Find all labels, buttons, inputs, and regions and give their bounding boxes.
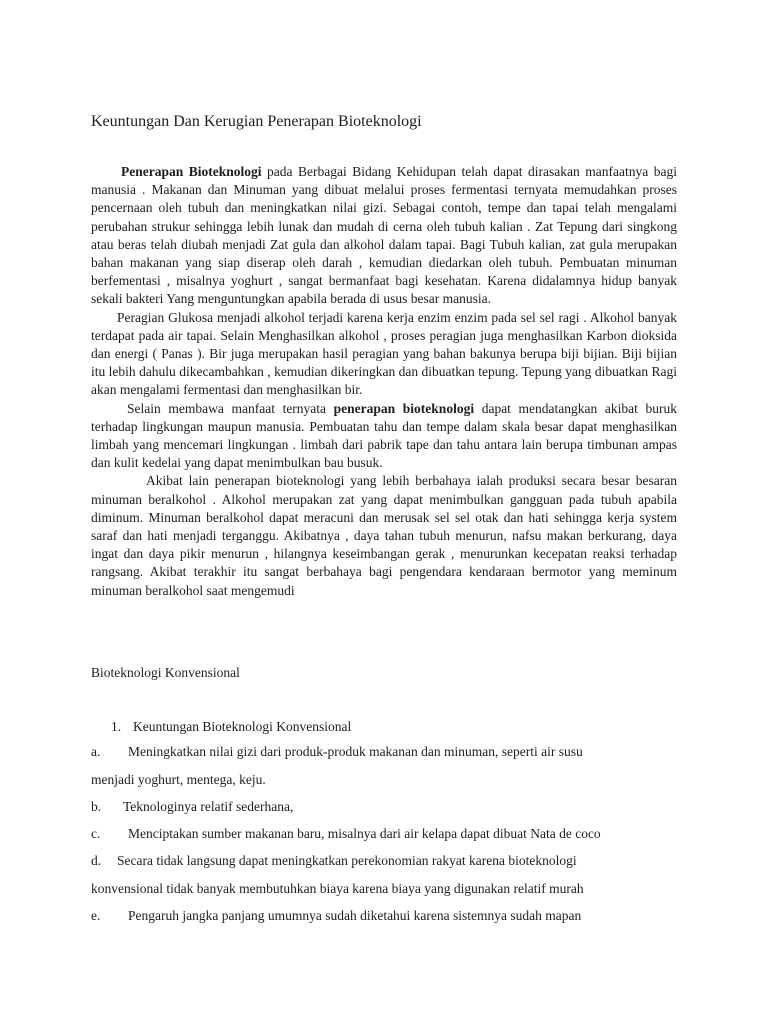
list-item-mark: d. [91,853,102,868]
list-item-mark: e. [91,908,101,923]
section-heading: Bioteknologi Konvensional [91,665,240,680]
list-item-text: Meningkatkan nilai gizi dari produk-produk makanan dan minuman, seperti air susu [128,744,583,759]
paragraph-2 [91,309,677,400]
list-item-mark: b. [91,799,102,814]
list-item-mark: a. [91,744,101,759]
list-item-text: Teknologinya relatif sederhana, [123,799,294,814]
list-item-d [91,852,577,870]
paragraph-3 [91,400,677,473]
document-title: Keuntungan Dan Kerugian Penerapan Bioteknologi [91,113,422,130]
list-item-b [91,798,293,816]
paragraph-3-bold: penerapan bioteknologi [333,400,475,416]
list-item-a-continuation: menjadi yoghurt, mentega, keju. [91,772,266,787]
list-item-d-continuation: konvensional tidak banyak membutuhkan biaya karena biaya yang digunakan relatif murah [91,881,584,896]
paragraph-4 [91,472,677,599]
list-item-c [91,825,601,843]
list-item-text: Pengaruh jangka panjang umumnya sudah diketahui karena sistemnya sudah mapan [128,908,582,923]
paragraph-2-text: Peragian Glukosa menjadi alkohol terjadi karena kerja enzim enzim pada sel sel ragi . Alkohol banyak terdapat pada air tapai. Selain Menghasilkan alkohol , proses peragian juga menghasilkan Karbon dioksida dan energi ( Panas ). Bir juga merupakan hasil peragian yang bahan bakunya berupa biji bijian. Biji bijian itu lebih dahulu dikecambahkan , kemudian dikeringkan dan dibuatkan tepung. Tepung yang dibuatkan Ragi akan mengalami fermentasi dan menghasilkan bir. [91,309,677,398]
document-body [91,163,677,600]
list-heading [111,718,351,736]
list-number: 1. [111,719,122,734]
list-heading-text: Keuntungan Bioteknologi Konvensional [133,719,352,734]
paragraph-4-text: Akibat lain penerapan bioteknologi yang lebih berbahaya ialah produksi secara besar besaran minuman beralkohol . Alkohol merupakan zat yang dapat menimbulkan gangguan pada tubuh apabila diminum. Minuman beralkohol dapat meracuni dan merusak sel sel otak dan hati sehingga kerja system saraf dan hati menjadi terganggu. Akibatnya , daya tahan tubuh menurun, nafsu makan berkurang, daya ingat dan daya pikir menurun , hilangnya keseimbangan gerak , menurunkan kecepatan reaksi terhadap rangsang. Akibat terakhir itu sangat berbahaya bagi pengendara kendaraan bermotor yang meminum minuman beralkohol saat mengemudi [91,473,677,598]
list-item-mark: c. [91,826,101,841]
paragraph-1-text: pada Berbagai Bidang Kehidupan telah dapat dirasakan manfaatnya bagi manusia . Makanan dan Minuman yang dibuat melalui proses fermentasi ternyata memudahkan proses pencernaan oleh tubuh dan meningkatkan nilai gizi. Sebagai contoh, tempe dan tapai telah mengalami perubahan strukur sehingga lebih lunak dan mudah di cerna oleh tubuh kalian . Zat Tepung dari singkong atau beras telah diubah menjadi Zat gula dan alkohol dalam tapai. Bagi Tubuh kalian, zat gula merupakan bahan makanan yang siap diserap oleh darah , kemudian diedarkan oleh tubuh. Pembuatan minuman berfementasi , misalnya yoghurt , sangat bermanfaat bagi kesehatan. Karena didalamnya hidup banyak sekali bakteri Yang menguntungkan apabila berada di usus besar manusia. [91,164,677,307]
paragraph-1 [91,163,677,309]
list-item-e [91,907,581,925]
paragraph-3-text-before: Selain membawa manfaat ternyata [127,400,334,416]
list-item-a [91,743,583,761]
list-item-text: Secara tidak langsung dapat meningkatkan perekonomian rakyat karena bioteknologi [117,853,577,868]
paragraph-3-text-after: dapat mendatangkan akibat buruk terhadap lingkungan maupun manusia. Pembuatan tahu dan tempe dalam skala besar dapat menghasilkan limbah yang mencemari lingkungan . limbah dari pabrik tape dan tahu antara lain berupa timbunan ampas dan kulit kedelai yang dapat menimbulkan bau busuk. [91,400,678,471]
list-item-text: Menciptakan sumber makanan baru, misalnya dari air kelapa dapat dibuat Nata de coco [128,826,601,841]
paragraph-1-bold-lead: Penerapan Bioteknologi [121,164,262,179]
